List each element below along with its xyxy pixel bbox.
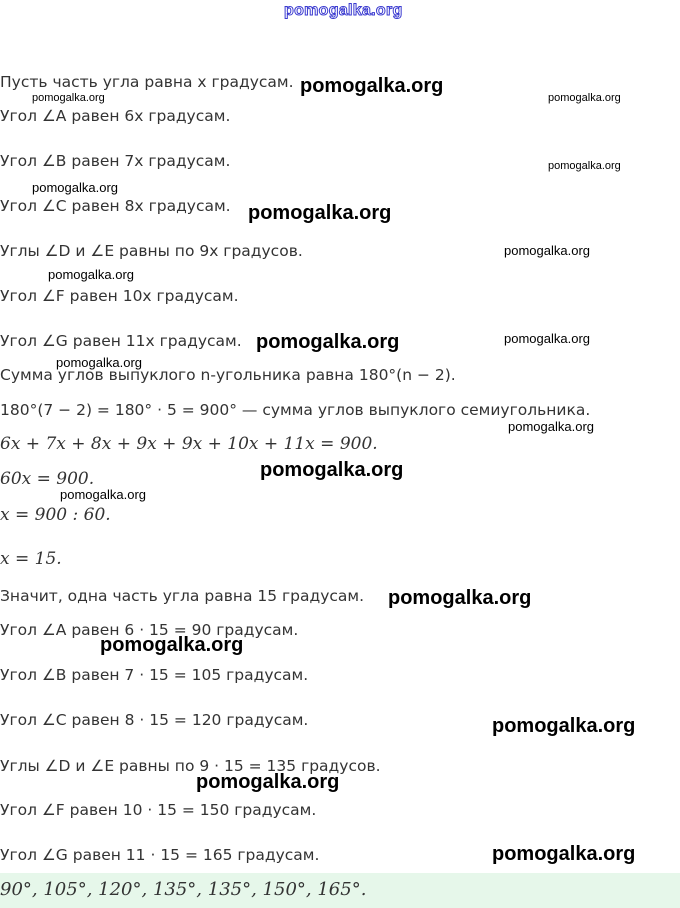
solution-line: Угол ∠G равен 11 · 15 = 165 градусам. <box>0 846 320 864</box>
watermark: pomogalka.org <box>256 331 400 353</box>
solution-line: Угол ∠F равен 10 · 15 = 150 градусам. <box>0 801 317 819</box>
watermark: pomogalka.org <box>60 487 146 502</box>
watermark: pomogalka.org <box>492 715 636 737</box>
watermark: pomogalka.org <box>504 243 590 258</box>
equation-line: 6x + 7x + 8x + 9x + 9x + 10x + 11x = 900. <box>0 434 378 454</box>
watermark: pomogalka.org <box>300 75 444 97</box>
watermark: pomogalka.org <box>48 267 134 282</box>
watermark: pomogalka.org <box>388 587 532 609</box>
watermark: pomogalka.org <box>248 202 392 224</box>
solution-line: 180°(7 − 2) = 180° · 5 = 900° — сумма углов выпуклого семиугольника. <box>0 401 591 419</box>
watermark: pomogalka.org <box>32 180 118 195</box>
watermark: pomogalka.org <box>504 331 590 346</box>
solution-line: Угол ∠A равен 6x градусам. <box>0 107 231 125</box>
equation-line: 60x = 900. <box>0 469 95 489</box>
solution-line: Угол ∠F равен 10x градусам. <box>0 287 239 305</box>
solution-line: Угол ∠A равен 6 · 15 = 90 градусам. <box>0 621 299 639</box>
watermark: pomogalka.org <box>548 92 621 104</box>
watermark: pomogalka.org <box>492 843 636 865</box>
equation-line: x = 900 : 60. <box>0 505 111 525</box>
equation-line: x = 15. <box>0 549 62 569</box>
watermark: pomogalka.org <box>260 459 404 481</box>
solution-line: Угол ∠B равен 7x градусам. <box>0 152 231 170</box>
header-watermark: pomogalka.org <box>284 2 403 19</box>
watermark: pomogalka.org <box>56 355 142 370</box>
solution-line: Углы ∠D и ∠E равны по 9x градусов. <box>0 242 303 260</box>
solution-line: Сумма углов выпуклого n-угольника равна 180°(n − 2). <box>0 366 456 384</box>
watermark: pomogalka.org <box>32 92 105 104</box>
solution-line: Пусть часть угла равна x градусам. <box>0 73 294 91</box>
solution-line: Угол ∠C равен 8x градусам. <box>0 197 231 215</box>
watermark: pomogalka.org <box>196 771 340 793</box>
final-answer: 90°, 105°, 120°, 135°, 135°, 150°, 165°. <box>0 879 367 900</box>
solution-line: Угол ∠C равен 8 · 15 = 120 градусам. <box>0 711 309 729</box>
solution-line: Угол ∠G равен 11x градусам. <box>0 332 242 350</box>
watermark: pomogalka.org <box>100 634 244 656</box>
watermark: pomogalka.org <box>508 419 594 434</box>
solution-line: Значит, одна часть угла равна 15 градусам. <box>0 587 365 605</box>
solution-line: Угол ∠B равен 7 · 15 = 105 градусам. <box>0 666 309 684</box>
watermark: pomogalka.org <box>548 160 621 172</box>
solution-line: Углы ∠D и ∠E равны по 9 · 15 = 135 градусов. <box>0 757 381 775</box>
